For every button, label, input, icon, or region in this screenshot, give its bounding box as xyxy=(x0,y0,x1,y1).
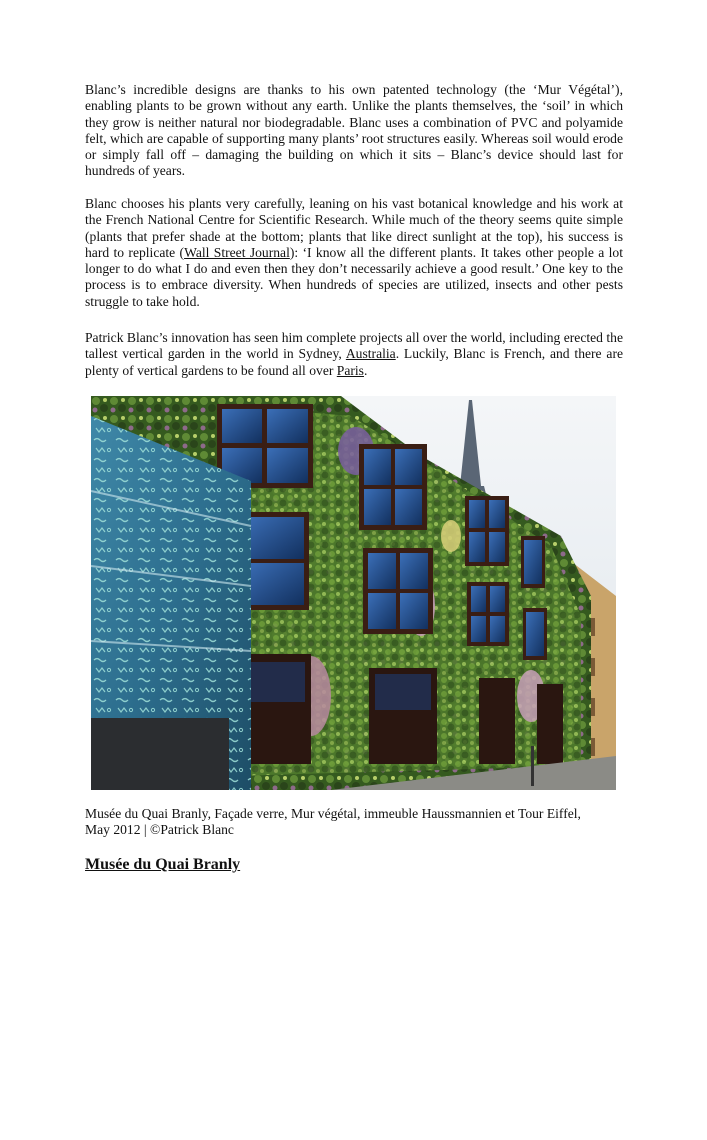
link-australia[interactable]: Australia xyxy=(345,346,396,362)
link-paris[interactable]: Paris xyxy=(336,362,364,378)
paragraph-text: . xyxy=(363,362,368,378)
photo-caption xyxy=(85,806,623,839)
paragraph-text: Blanc chooses his plants very carefully, leaning on his vast botanical knowledge and his work at the French National Centre for Scientific Research. While much of the theory seems quite simple (plants that prefer shade at the bottom; plants that like direct sunlight at the top), his success is hard to replicate ( xyxy=(85,196,623,260)
paragraph-text: Patrick Blanc’s innovation has seen him complete projects all over the world, including erected the tallest vertical garden in the world in Sydney, xyxy=(85,330,623,362)
paragraph-text: . Luckily, Blanc is French, and there are plenty of vertical gardens to be found all over xyxy=(85,346,624,378)
caption-line-2: May 2012 | ©Patrick Blanc xyxy=(85,822,234,838)
photo-illustration xyxy=(91,396,616,790)
caption-line-1: Musée du Quai Branly, Façade verre, Mur végétal, immeuble Haussmannien et Tour Eiffel, xyxy=(85,806,581,821)
paragraph-mur-vegetal: Blanc’s incredible designs are thanks to his own patented technology (the ‘Mur Végétal’), enabling plants to be grown without any earth. Unlike the plants themselves, the ‘soil’ in which they grow is neither natural nor biodegradable. Blanc uses a combination of PVC and polyamide felt, which are capable of supporting many plants’ root structures easily. Whereas soil would erode or simply fall off – damaging the building on which it sits – Blanc’s device should last for hundreds of years. xyxy=(85,82,623,179)
glass-sign-text: du quai Branly xyxy=(97,1125,183,1140)
glass-panel xyxy=(91,416,251,790)
link-wall-street-journal[interactable]: Wall Street Journal xyxy=(184,244,290,260)
paragraph-plant-selection xyxy=(85,196,623,310)
paragraph-text: ): ‘I know all the different plants. It takes other people a lot longer to do what I do and even then they don’t necessarily achieve a good result.’ One key to the process is to embrace diversity. When hundreds of species are utilized, insects and other pests struggle to take hold. xyxy=(85,244,623,309)
section-heading: Musée du Quai Branly xyxy=(85,856,241,873)
paragraph-projects xyxy=(85,330,623,379)
